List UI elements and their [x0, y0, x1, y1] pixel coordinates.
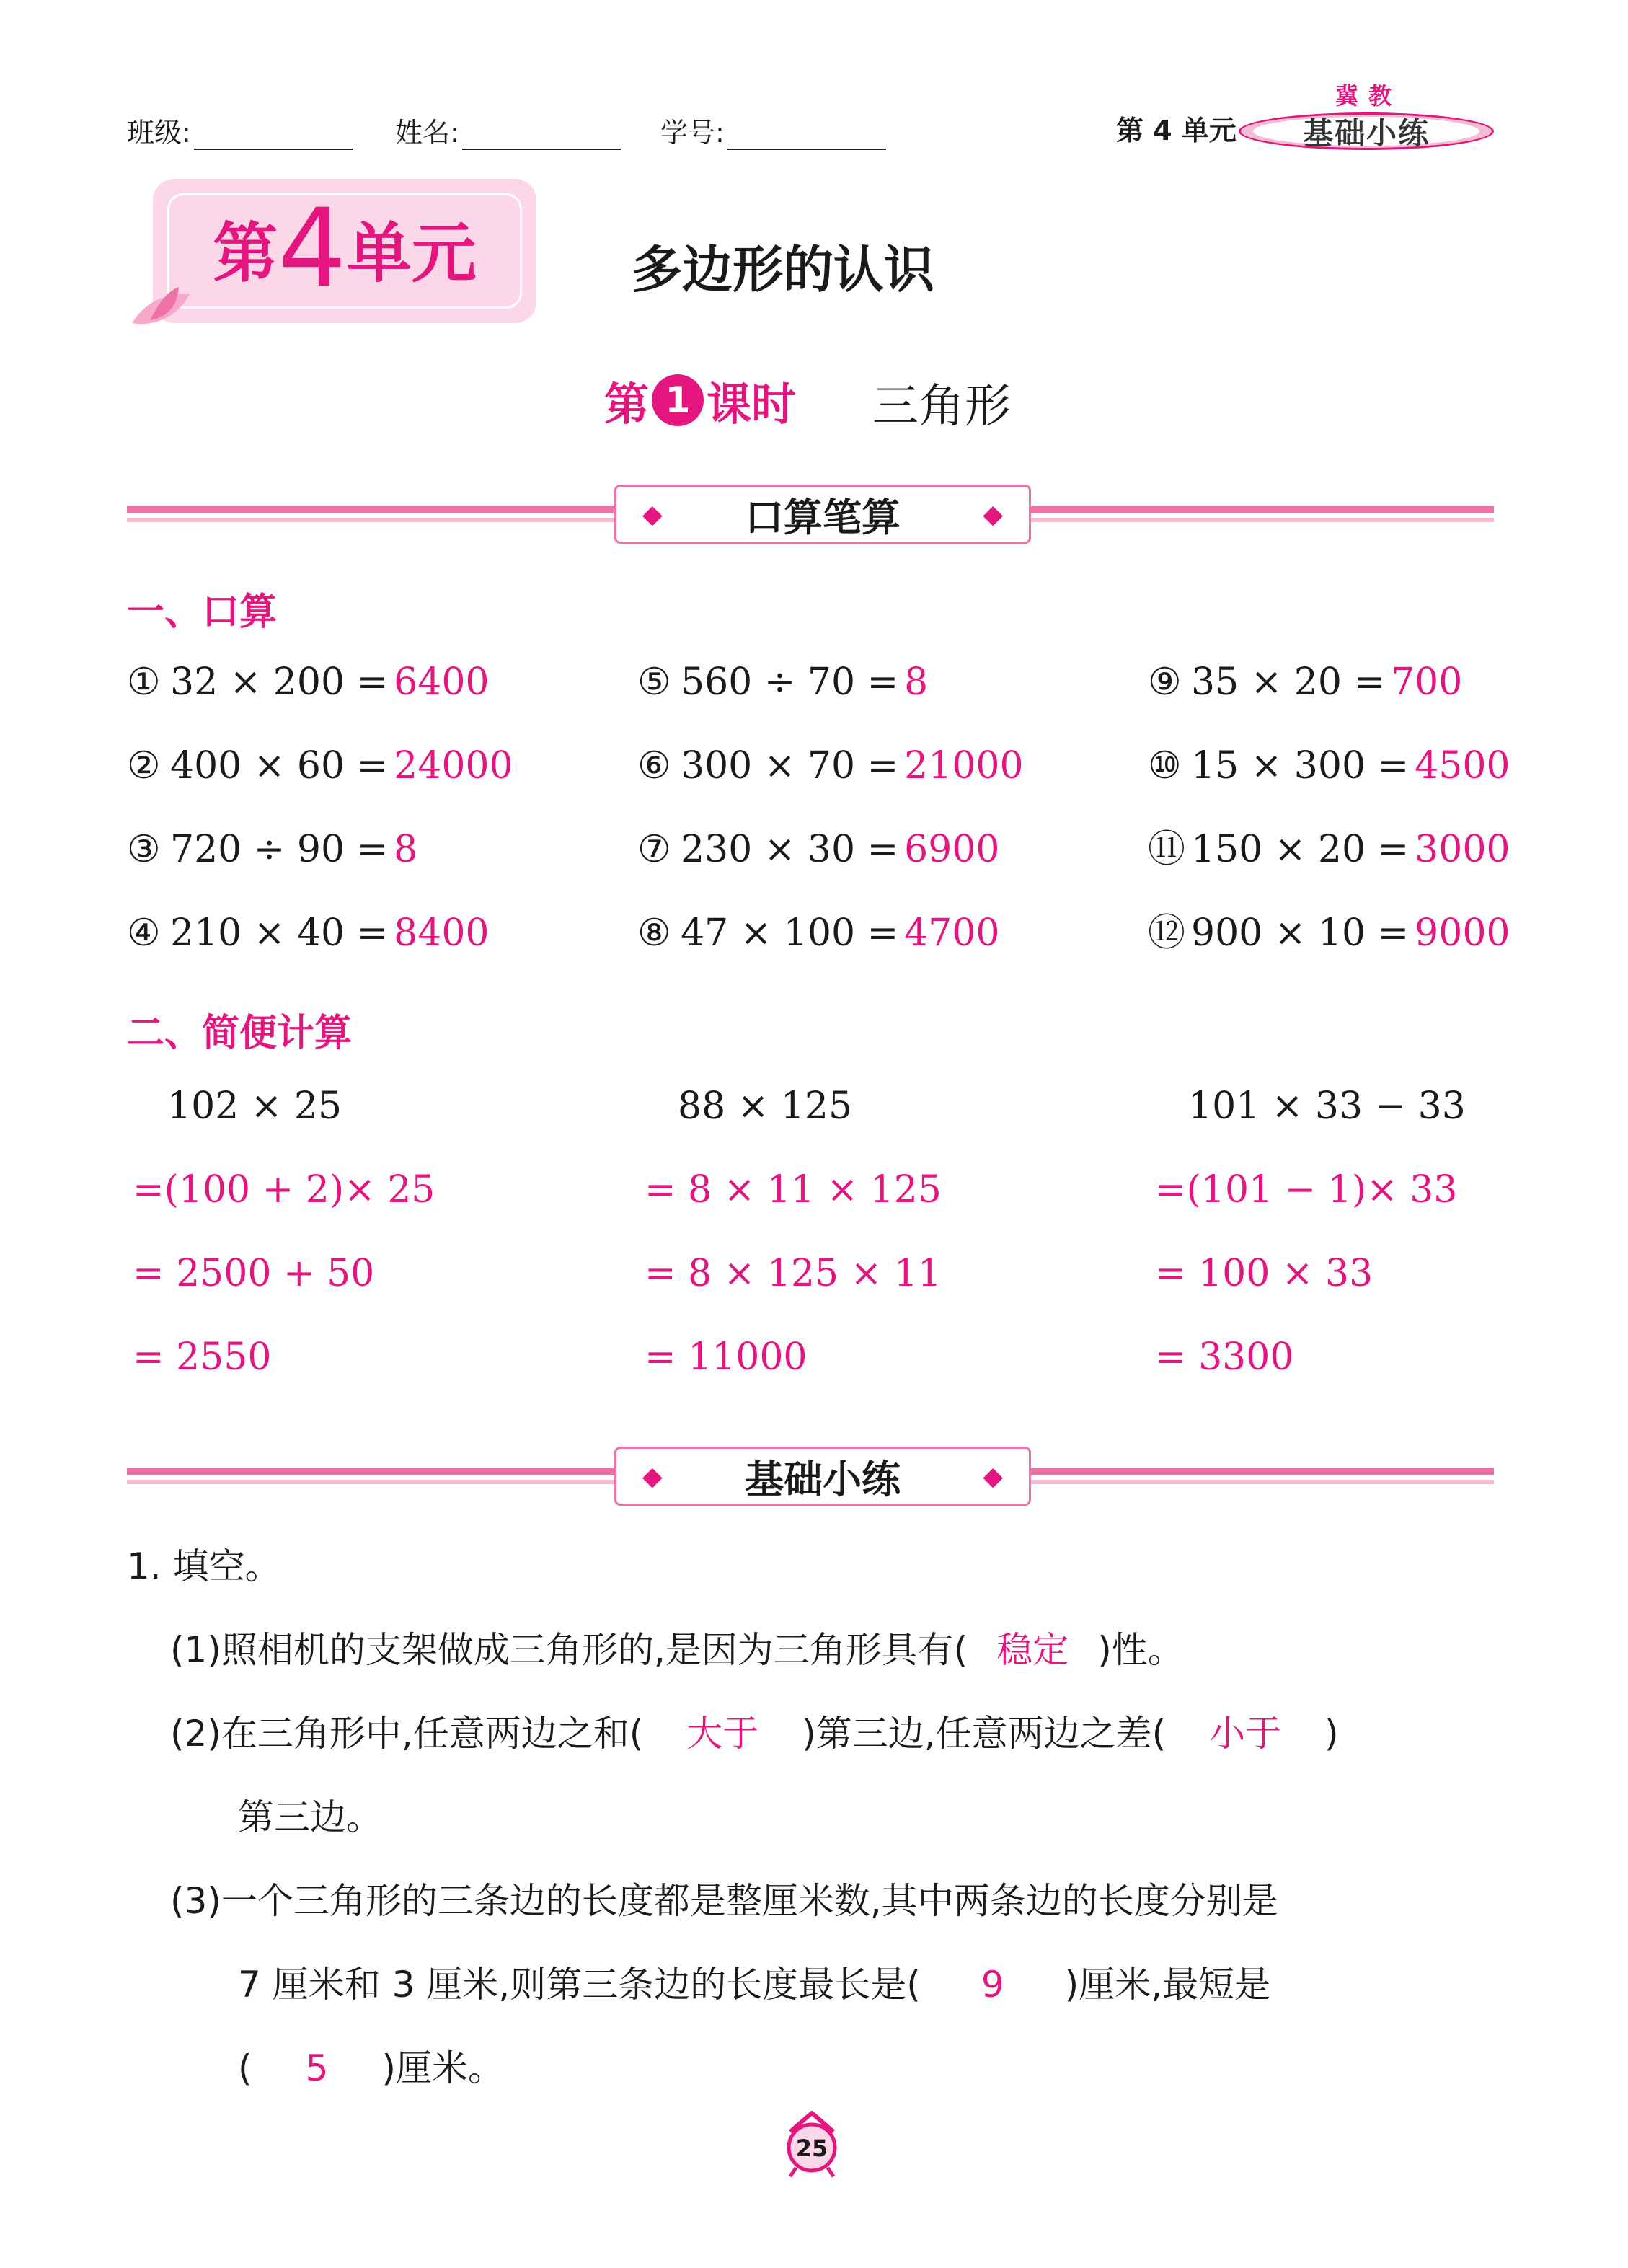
- section-title-1: [614, 485, 1031, 544]
- oral-calc-heading: 一、口算: [127, 591, 278, 634]
- oral-expr: 560 ÷ 70 =: [681, 661, 899, 704]
- oral-expr: 15 × 300 =: [1191, 744, 1410, 787]
- oral-expr: 47 × 100 =: [681, 912, 899, 955]
- oral-calc-item: [1148, 746, 1510, 787]
- item-number: ⑦: [637, 828, 671, 871]
- oral-calc-item: [637, 913, 1000, 954]
- item-number: ⑫: [1148, 912, 1186, 955]
- unit-suffix: 单元: [346, 216, 477, 291]
- q-text: )性。: [1097, 1629, 1184, 1671]
- simplify-step: =(101 − 1)× 33: [1155, 1168, 1458, 1212]
- oral-calc-item: [637, 829, 1000, 870]
- simplify-step: = 8 × 11 × 125: [645, 1168, 942, 1212]
- oral-answer: 8: [904, 661, 929, 704]
- oral-calc-item: [1148, 829, 1510, 870]
- diamond-icon: ◆: [642, 500, 663, 529]
- oral-calc-item: [127, 829, 417, 870]
- item-number: ②: [127, 744, 161, 787]
- item-number: ⑨: [1148, 661, 1182, 704]
- simplify-expr-2: 88 × 125: [678, 1085, 853, 1128]
- answer-blank: 大于: [686, 1713, 759, 1755]
- oral-expr: 300 × 70 =: [681, 744, 899, 787]
- oral-answer: 6400: [394, 661, 490, 704]
- oral-expr: 230 × 30 =: [681, 828, 899, 871]
- q-text: )第三边,任意两边之差(: [802, 1713, 1167, 1755]
- oral-calc-item: [127, 662, 490, 703]
- section-title-1-text: 口算笔算: [745, 494, 901, 540]
- oral-calc-item: [637, 662, 928, 703]
- oral-answer: 6900: [904, 828, 1000, 871]
- section-title-2-text: 基础小练: [745, 1456, 901, 1502]
- question-1-3: (3)一个三角形的三条边的长度都是整厘米数,其中两条边的长度分别是: [170, 1880, 1278, 1922]
- diamond-icon: ◆: [642, 1462, 663, 1491]
- oral-expr: 32 × 200 =: [170, 661, 389, 704]
- item-number: ⑤: [637, 661, 671, 704]
- brand-logo: [1239, 105, 1494, 154]
- lesson-name: 三角形: [872, 380, 1011, 433]
- simplify-step: = 11000: [645, 1336, 808, 1379]
- unit-title: [153, 186, 536, 312]
- item-number: ⑪: [1148, 828, 1186, 871]
- answer-blank: 小于: [1209, 1713, 1282, 1755]
- oral-expr: 150 × 20 =: [1191, 828, 1410, 871]
- section-title-2: [614, 1447, 1031, 1506]
- leaf-icon: [128, 286, 193, 329]
- question-1-1: [170, 1628, 1184, 1672]
- simplify-expr-1: 102 × 25: [167, 1085, 342, 1128]
- name-blank: [462, 118, 621, 150]
- item-number: ⑩: [1148, 744, 1182, 787]
- simplify-step: = 100 × 33: [1155, 1252, 1373, 1295]
- chapter-title: 多边形的认识: [632, 240, 934, 299]
- lesson-suffix: 课时: [707, 377, 797, 431]
- oral-answer: 9000: [1415, 912, 1510, 955]
- simplify-heading: 二、简便计算: [127, 1012, 353, 1055]
- oral-calc-item: [127, 913, 490, 954]
- question-1-2: [170, 1712, 1339, 1755]
- q-text: (2)在三角形中,任意两边之和(: [170, 1713, 644, 1755]
- oral-answer: 21000: [904, 744, 1024, 787]
- id-field: [660, 110, 886, 150]
- question-1-2-cont: 第三边。: [238, 1796, 382, 1838]
- simplify-step: = 2550: [133, 1336, 272, 1379]
- question-1-3-cont: [238, 1963, 1270, 2006]
- q-text: (1)照相机的支架做成三角形的,是因为三角形具有(: [170, 1629, 968, 1671]
- class-field: [127, 110, 353, 150]
- item-number: ⑧: [637, 912, 671, 955]
- oral-calc-item: [1148, 662, 1462, 703]
- q-text: )厘米,最短是: [1064, 1964, 1271, 2006]
- id-blank: [727, 118, 886, 150]
- simplify-step: = 2500 + 50: [133, 1252, 375, 1295]
- name-field: [395, 110, 621, 150]
- question-1-title: 1. 填空。: [127, 1545, 281, 1587]
- oral-answer: 4700: [904, 912, 1000, 955]
- diamond-icon: ◆: [983, 500, 1003, 529]
- answer-blank: 稳定: [996, 1629, 1069, 1671]
- class-label: 班级:: [127, 117, 191, 149]
- oral-answer: 8: [394, 828, 418, 871]
- oral-expr: 720 ÷ 90 =: [170, 828, 389, 871]
- simplify-step: = 3300: [1155, 1336, 1294, 1379]
- unit-prefix: 第: [213, 216, 278, 291]
- oral-calc-item: [1148, 913, 1510, 954]
- lesson-prefix: 第: [604, 377, 650, 431]
- oral-answer: 4500: [1415, 744, 1510, 787]
- oral-expr: 35 × 20 =: [1191, 661, 1386, 704]
- answer-blank: 5: [305, 2047, 329, 2089]
- unit-tag: 第 4 单元: [1116, 115, 1237, 146]
- item-number: ①: [127, 661, 161, 704]
- simplify-step: =(100 + 2)× 25: [133, 1168, 435, 1212]
- question-1-3-cont2: [238, 2047, 504, 2090]
- q-text: 7 厘米和 3 厘米,则第三条边的长度最长是(: [238, 1964, 921, 2006]
- oral-calc-item: [127, 746, 513, 787]
- item-number: ③: [127, 828, 161, 871]
- diamond-icon: ◆: [983, 1462, 1003, 1491]
- id-label: 学号:: [660, 117, 725, 149]
- oral-calc-item: [637, 746, 1024, 787]
- lesson-number: 1: [652, 374, 704, 426]
- oral-expr: 400 × 60 =: [170, 744, 389, 787]
- item-number: ⑥: [637, 744, 671, 787]
- lesson-label: [604, 368, 796, 433]
- unit-number: 4: [278, 186, 347, 312]
- oral-answer: 8400: [394, 912, 490, 955]
- q-text: ): [1324, 1713, 1339, 1755]
- oral-answer: 24000: [394, 744, 513, 787]
- simplify-step: = 8 × 125 × 11: [645, 1252, 942, 1295]
- q-text: )厘米。: [381, 2047, 505, 2089]
- oral-answer: 700: [1391, 661, 1463, 704]
- page-number: 25: [795, 2135, 828, 2162]
- class-blank: [194, 118, 353, 150]
- oral-expr: 210 × 40 =: [170, 912, 389, 955]
- page-number-badge: [776, 2107, 848, 2179]
- oral-answer: 3000: [1415, 828, 1510, 871]
- brand-text: 基础小练: [1302, 115, 1430, 151]
- q-text: (: [238, 2047, 252, 2089]
- answer-blank: 9: [981, 1964, 1004, 2006]
- simplify-expr-3: 101 × 33 − 33: [1188, 1085, 1466, 1128]
- name-label: 姓名:: [395, 117, 459, 149]
- brand-publisher: 冀教: [1335, 82, 1402, 110]
- item-number: ④: [127, 912, 161, 955]
- oral-expr: 900 × 10 =: [1191, 912, 1410, 955]
